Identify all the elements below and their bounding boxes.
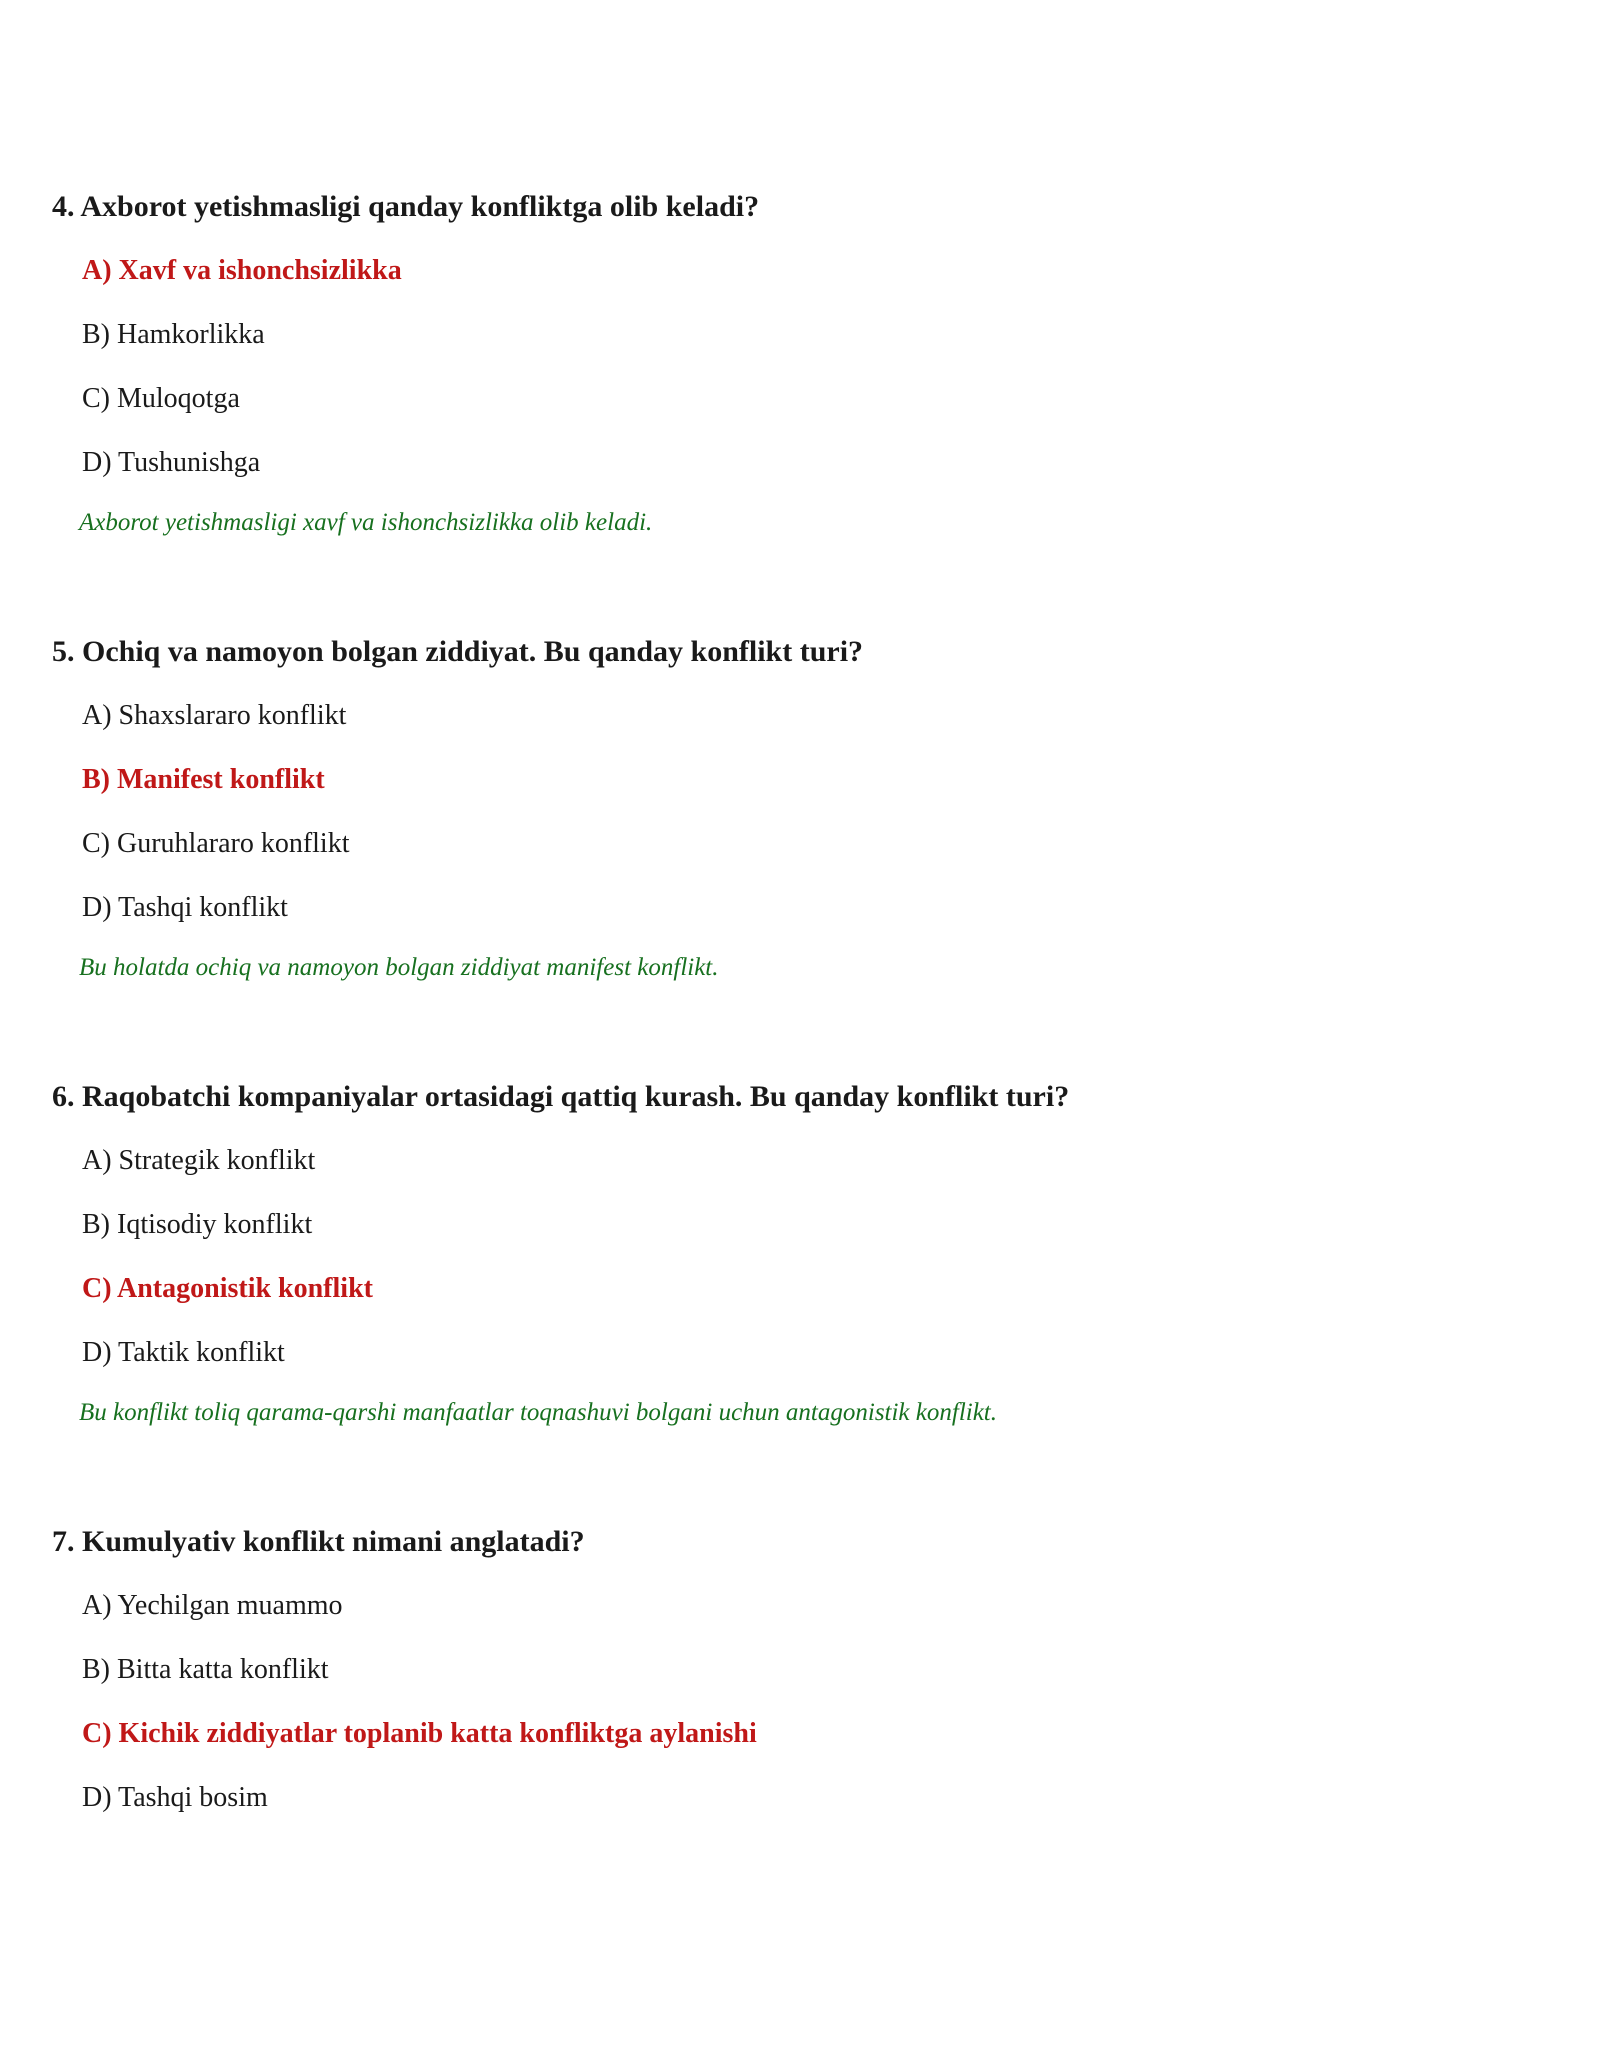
question-block-7 <box>52 1522 1552 1818</box>
question-title: 7. Kumulyativ konflikt nimani anglatadi? <box>52 1525 585 1558</box>
answer-explanation: Bu holatda ochiq va namoyon bolgan ziddiyat manifest konflikt. <box>79 954 719 981</box>
answer-option-correct: C) Antagonistik konflikt <box>82 1273 373 1304</box>
answer-explanation: Axborot yetishmasligi xavf va ishonchsizlikka olib keladi. <box>79 509 653 536</box>
question-title: 5. Ochiq va namoyon bolgan ziddiyat. Bu qanday konflikt turi? <box>52 635 864 668</box>
answer-option: B) Hamkorlikka <box>82 319 265 350</box>
answer-option: C) Guruhlararo konflikt <box>82 828 350 859</box>
question-title: 6. Raqobatchi kompaniyalar ortasidagi qattiq kurash. Bu qanday konflikt turi? <box>52 1080 1070 1113</box>
answer-option: D) Tashqi bosim <box>82 1782 268 1813</box>
answer-option: C) Muloqotga <box>82 383 240 414</box>
answer-option: A) Shaxslararo konflikt <box>82 700 347 731</box>
answer-option: B) Bitta katta konflikt <box>82 1654 329 1685</box>
question-title: 4. Axborot yetishmasligi qanday konfliktga olib keladi? <box>52 190 760 223</box>
answer-option-correct: A) Xavf va ishonchsizlikka <box>82 255 402 286</box>
answer-explanation: Bu konflikt toliq qarama-qarshi manfaatlar toqnashuvi bolgani uchun antagonistik konflikt. <box>79 1399 998 1426</box>
question-block-5 <box>52 632 1552 986</box>
answer-option-correct: B) Manifest konflikt <box>82 764 325 795</box>
answer-option-correct: C) Kichik ziddiyatlar toplanib katta konfliktga aylanishi <box>82 1718 757 1749</box>
answer-option: A) Strategik konflikt <box>82 1145 316 1176</box>
question-block-4 <box>52 187 1552 541</box>
answer-option: D) Tushunishga <box>82 447 261 478</box>
answer-option: D) Tashqi konflikt <box>82 892 288 923</box>
answer-option: A) Yechilgan muammo <box>82 1590 343 1621</box>
answer-option: B) Iqtisodiy konflikt <box>82 1209 313 1240</box>
question-block-6 <box>52 1077 1552 1431</box>
answer-option: D) Taktik konflikt <box>82 1337 285 1368</box>
